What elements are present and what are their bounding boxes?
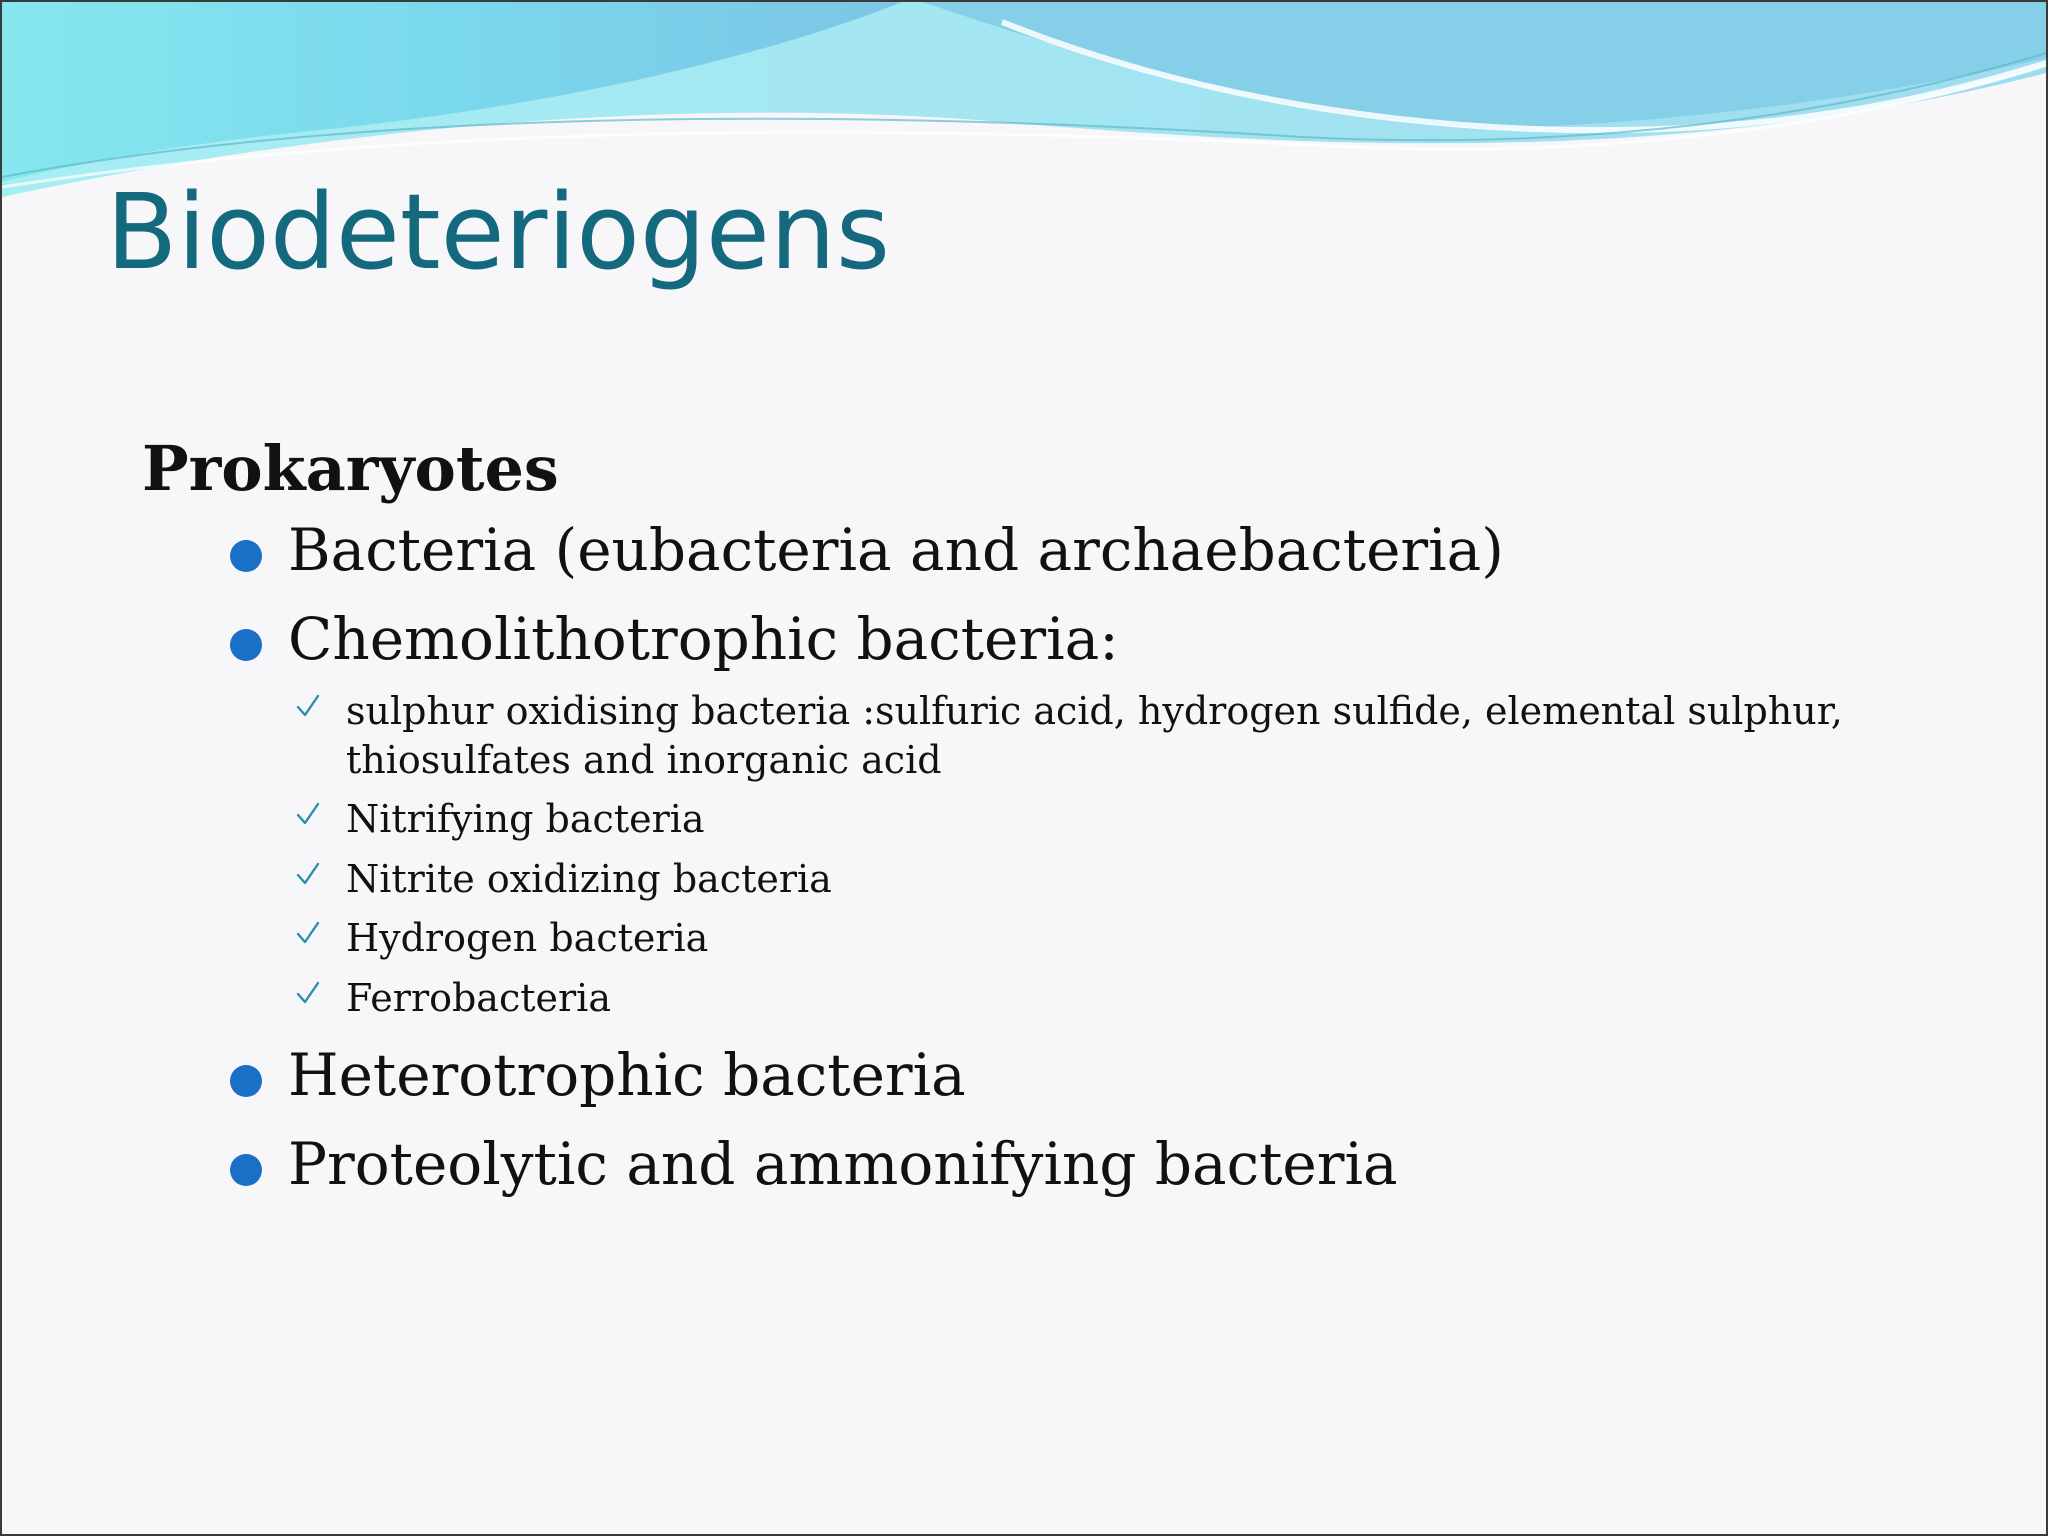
sub-bullet-list xyxy=(288,687,1962,1023)
checkmark-icon xyxy=(294,859,322,889)
sub-bullet-item xyxy=(346,855,1962,904)
bullet-item xyxy=(288,514,1962,587)
filled-circle-bullet-icon xyxy=(230,540,262,572)
sub-bullet-item xyxy=(346,974,1962,1023)
sub-bullet-item xyxy=(346,687,1962,786)
filled-circle-bullet-icon xyxy=(230,629,262,661)
checkmark-icon xyxy=(294,691,322,721)
sub-bullet-text: Hydrogen bacteria xyxy=(346,916,709,961)
sub-bullet-item xyxy=(346,914,1962,963)
slide-content xyxy=(142,432,1962,1201)
bullet-text: Chemolithotrophic bacteria: xyxy=(288,605,1119,674)
checkmark-icon xyxy=(294,918,322,948)
filled-circle-bullet-icon xyxy=(230,1065,262,1097)
slide-title: Biodeteriogens xyxy=(106,171,891,293)
bullet-item xyxy=(288,1128,1962,1201)
bullet-text: Heterotrophic bacteria xyxy=(288,1040,966,1109)
sub-bullet-text: Nitrite oxidizing bacteria xyxy=(346,856,832,901)
bullet-item xyxy=(288,603,1962,1022)
bullet-list xyxy=(142,514,1962,1201)
sub-bullet-text: Nitrifying bacteria xyxy=(346,797,705,842)
sub-bullet-text: sulphur oxidising bacteria :sulfuric acid, hydrogen sulfide, elemental sulphur, thiosulfates and inorganic acid xyxy=(346,688,1843,782)
sub-bullet-item xyxy=(346,795,1962,844)
bullet-text: Bacteria (eubacteria and archaebacteria) xyxy=(288,516,1504,585)
bullet-text: Proteolytic and ammonifying bacteria xyxy=(288,1129,1398,1198)
bullet-item xyxy=(288,1039,1962,1112)
checkmark-icon xyxy=(294,799,322,829)
section-heading: Prokaryotes xyxy=(142,432,559,505)
filled-circle-bullet-icon xyxy=(230,1154,262,1186)
checkmark-icon xyxy=(294,978,322,1008)
sub-bullet-text: Ferrobacteria xyxy=(346,975,611,1020)
